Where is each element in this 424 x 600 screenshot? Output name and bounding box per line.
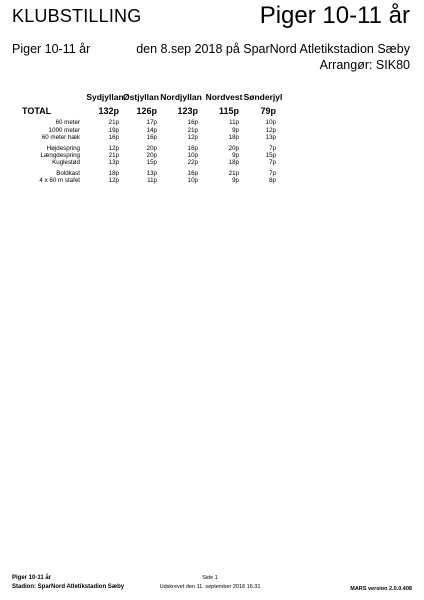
score-cell: 8p	[269, 177, 276, 184]
score-cell: 16p	[108, 134, 119, 141]
footer-left	[12, 574, 124, 592]
score-cell: 12p	[265, 127, 276, 134]
total-score: 115p	[218, 106, 239, 116]
team-header: Sydjyllan	[86, 92, 124, 102]
score-cell: 12p	[187, 134, 198, 141]
score-cell: 7p	[269, 145, 276, 152]
discipline-label: 60 meter hæk	[41, 134, 80, 141]
software-version: MARS version 2.0.0.408	[350, 586, 412, 592]
footer-center	[150, 574, 270, 592]
score-cell: 14p	[146, 127, 157, 134]
score-cell: 10p	[265, 119, 276, 126]
score-cell: 18p	[228, 159, 239, 166]
team-headers	[82, 92, 314, 104]
score-cell: 9p	[232, 127, 239, 134]
score-cell: 19p	[108, 127, 119, 134]
score-cell: 16p	[187, 119, 198, 126]
score-cell: 21p	[108, 152, 119, 159]
score-cell: 10p	[187, 177, 198, 184]
score-cell: 13p	[265, 134, 276, 141]
printed-timestamp: Udskrevet den 11. september 2018 16:31	[159, 584, 261, 590]
score-cell: 15p	[265, 152, 276, 159]
score-cell: 11p	[147, 177, 157, 184]
discipline-label: Højdespring	[46, 145, 80, 152]
doc-title: KLUBSTILLING	[12, 6, 142, 26]
score-cell: 21p	[108, 119, 119, 126]
score-cell: 21p	[228, 170, 239, 177]
event-title: Piger 10-11 år	[259, 2, 410, 29]
score-cell: 7p	[269, 159, 276, 166]
score-cell: 21p	[187, 127, 198, 134]
footer-event: Piger 10-11 år	[12, 575, 52, 581]
total-score: 132p	[98, 106, 119, 116]
page-number: Side 1	[202, 575, 218, 581]
score-cell: 22p	[187, 159, 198, 166]
score-cell: 7p	[269, 170, 276, 177]
footer-stadium: Stadion: SparNord Atletikstadion Sæby	[12, 584, 125, 590]
score-cell: 20p	[146, 145, 157, 152]
total-score: 79p	[260, 106, 276, 116]
score-cell: 12p	[108, 145, 119, 152]
score-cell: 9p	[232, 177, 239, 184]
score-cell: 16p	[146, 134, 157, 141]
score-cell: 20p	[146, 152, 157, 159]
discipline-label: 1000 meter	[48, 127, 80, 134]
team-header: Nordjyllan	[160, 92, 202, 102]
score-cell: 15p	[146, 159, 157, 166]
score-cell: 10p	[187, 152, 198, 159]
score-cell: 16p	[187, 170, 198, 177]
total-label: TOTAL	[22, 106, 52, 116]
discipline-label: Længdespring	[40, 152, 80, 159]
team-header: Sønderjyl	[243, 92, 283, 102]
score-cell: 17p	[146, 119, 157, 126]
score-cell: 11p	[229, 119, 239, 126]
table-row	[22, 159, 322, 168]
score-cell: 18p	[108, 170, 119, 177]
score-cell: 9p	[232, 152, 239, 159]
table-row	[22, 134, 322, 143]
total-score: 123p	[177, 106, 198, 116]
team-header: Nordvest	[205, 92, 243, 102]
total-score: 126p	[136, 106, 157, 116]
score-cell: 13p	[108, 159, 119, 166]
score-cell: 12p	[108, 177, 119, 184]
table-row	[22, 177, 322, 186]
score-cell: 18p	[228, 134, 239, 141]
team-header: Østjyllan	[123, 92, 159, 102]
discipline-label: Kuglestød	[52, 159, 80, 166]
event-subtitle: Piger 10-11 år	[12, 42, 91, 56]
organizer: Arrangør: SIK80	[319, 58, 410, 72]
date-venue: den 8.sep 2018 på SparNord Atletikstadion Sæby	[136, 42, 410, 56]
discipline-label: 4 x 60 m stafet	[39, 177, 80, 184]
discipline-label: 60 meter	[55, 119, 80, 126]
score-cell: 13p	[146, 170, 157, 177]
discipline-label: Boldkast	[56, 170, 80, 177]
score-cell: 16p	[187, 145, 198, 152]
score-cell: 20p	[228, 145, 239, 152]
